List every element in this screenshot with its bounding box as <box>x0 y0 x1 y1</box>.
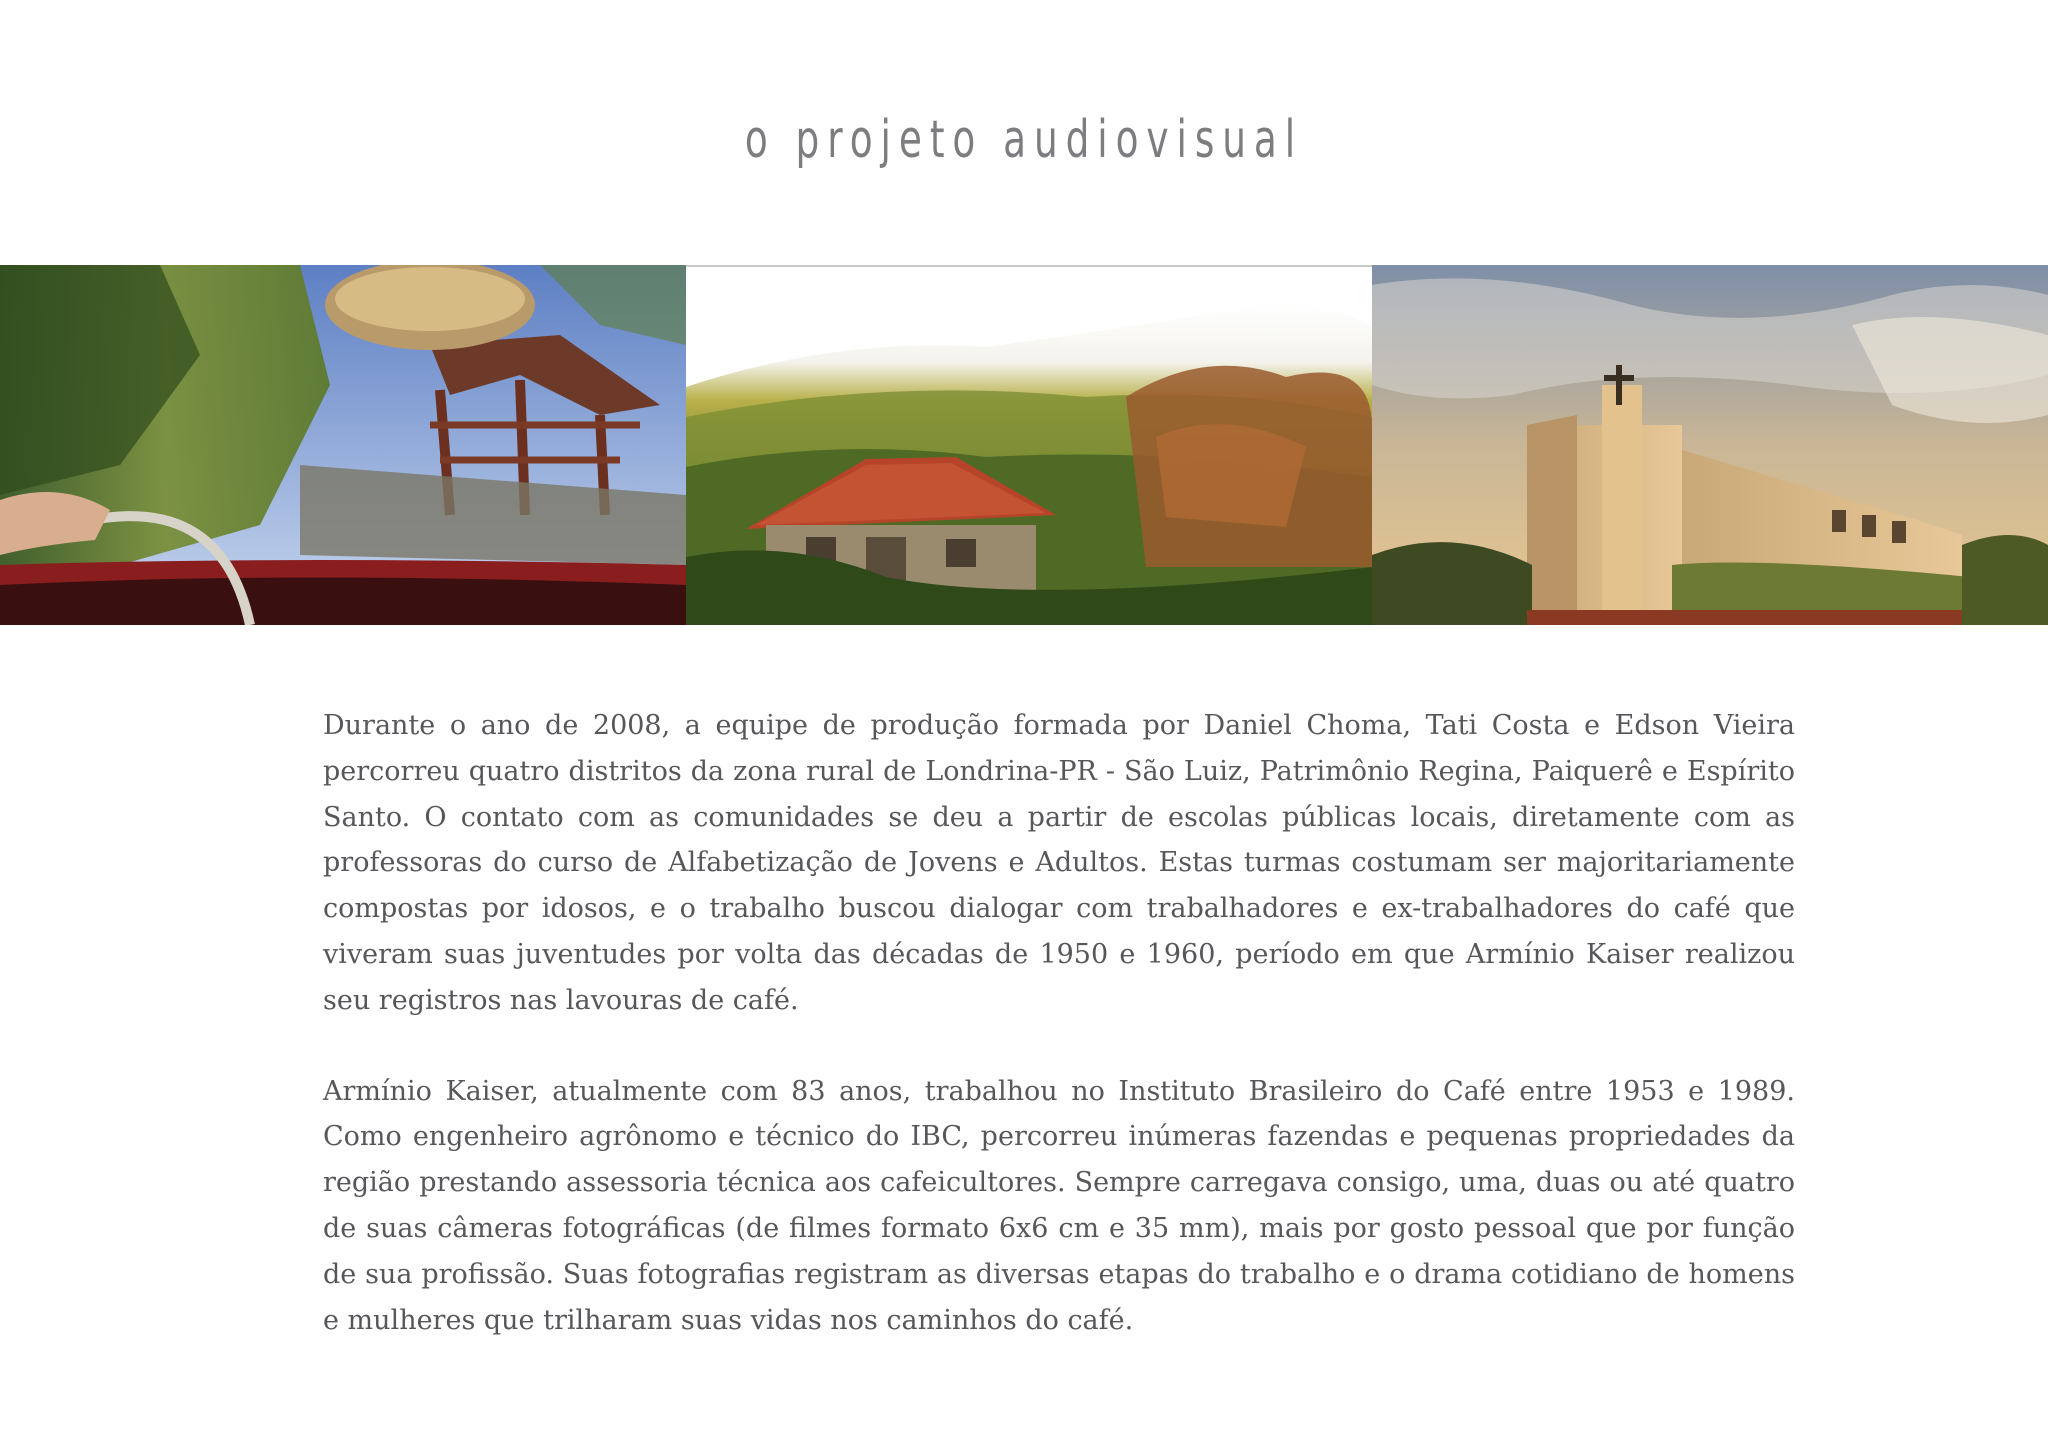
photo-strip <box>0 265 2048 625</box>
body-text <box>323 703 1795 1343</box>
page-title: o projeto audiovisual <box>744 110 1304 170</box>
paragraph-production-team: Durante o ano de 2008, a equipe de produção formada por Daniel Choma, Tati Costa e Edson Vieira percorreu quatro distritos da zona rural de Londrina-PR - São Luiz, Patrimônio Regina, Paiquerê e Espírito Santo. O contato com as comunidades se deu a partir de escolas públicas locais, diretamente com as professoras do curso de Alfabetização de Jovens e Adultos. Estas turmas costumam ser majoritariamente compostas por idosos, e o trabalho buscou dialogar com trabalhadores e ex-trabalhadores do café que viveram suas juventudes por volta das décadas de 1950 e 1960, período em que Armínio Kaiser realizou seu registros nas lavouras de café. <box>323 710 1795 1016</box>
church-photo <box>1372 265 2048 625</box>
paragraph-arminio-kaiser: Armínio Kaiser, atualmente com 83 anos, trabalhou no Instituto Brasileiro do Café entre 1953 e 1989. Como engenheiro agrônomo e técnico do IBC, percorreu inúmeras fazendas e pequenas propriedades da região prestando assessoria técnica aos cafeicultores. Sempre carregava consigo, uma, duas ou até quatro de suas câmeras fotográficas (de filmes formato 6x6 cm e 35 mm), mais por gosto pessoal que por função de sua profissão. Suas fotografias registram as diversas etapas do trabalho e o drama cotidiano de homens e mulheres que trilharam suas vidas nos caminhos do café. <box>323 1075 1795 1336</box>
farmhouse-photo <box>686 265 1372 625</box>
car-windshield-photo <box>0 265 686 625</box>
